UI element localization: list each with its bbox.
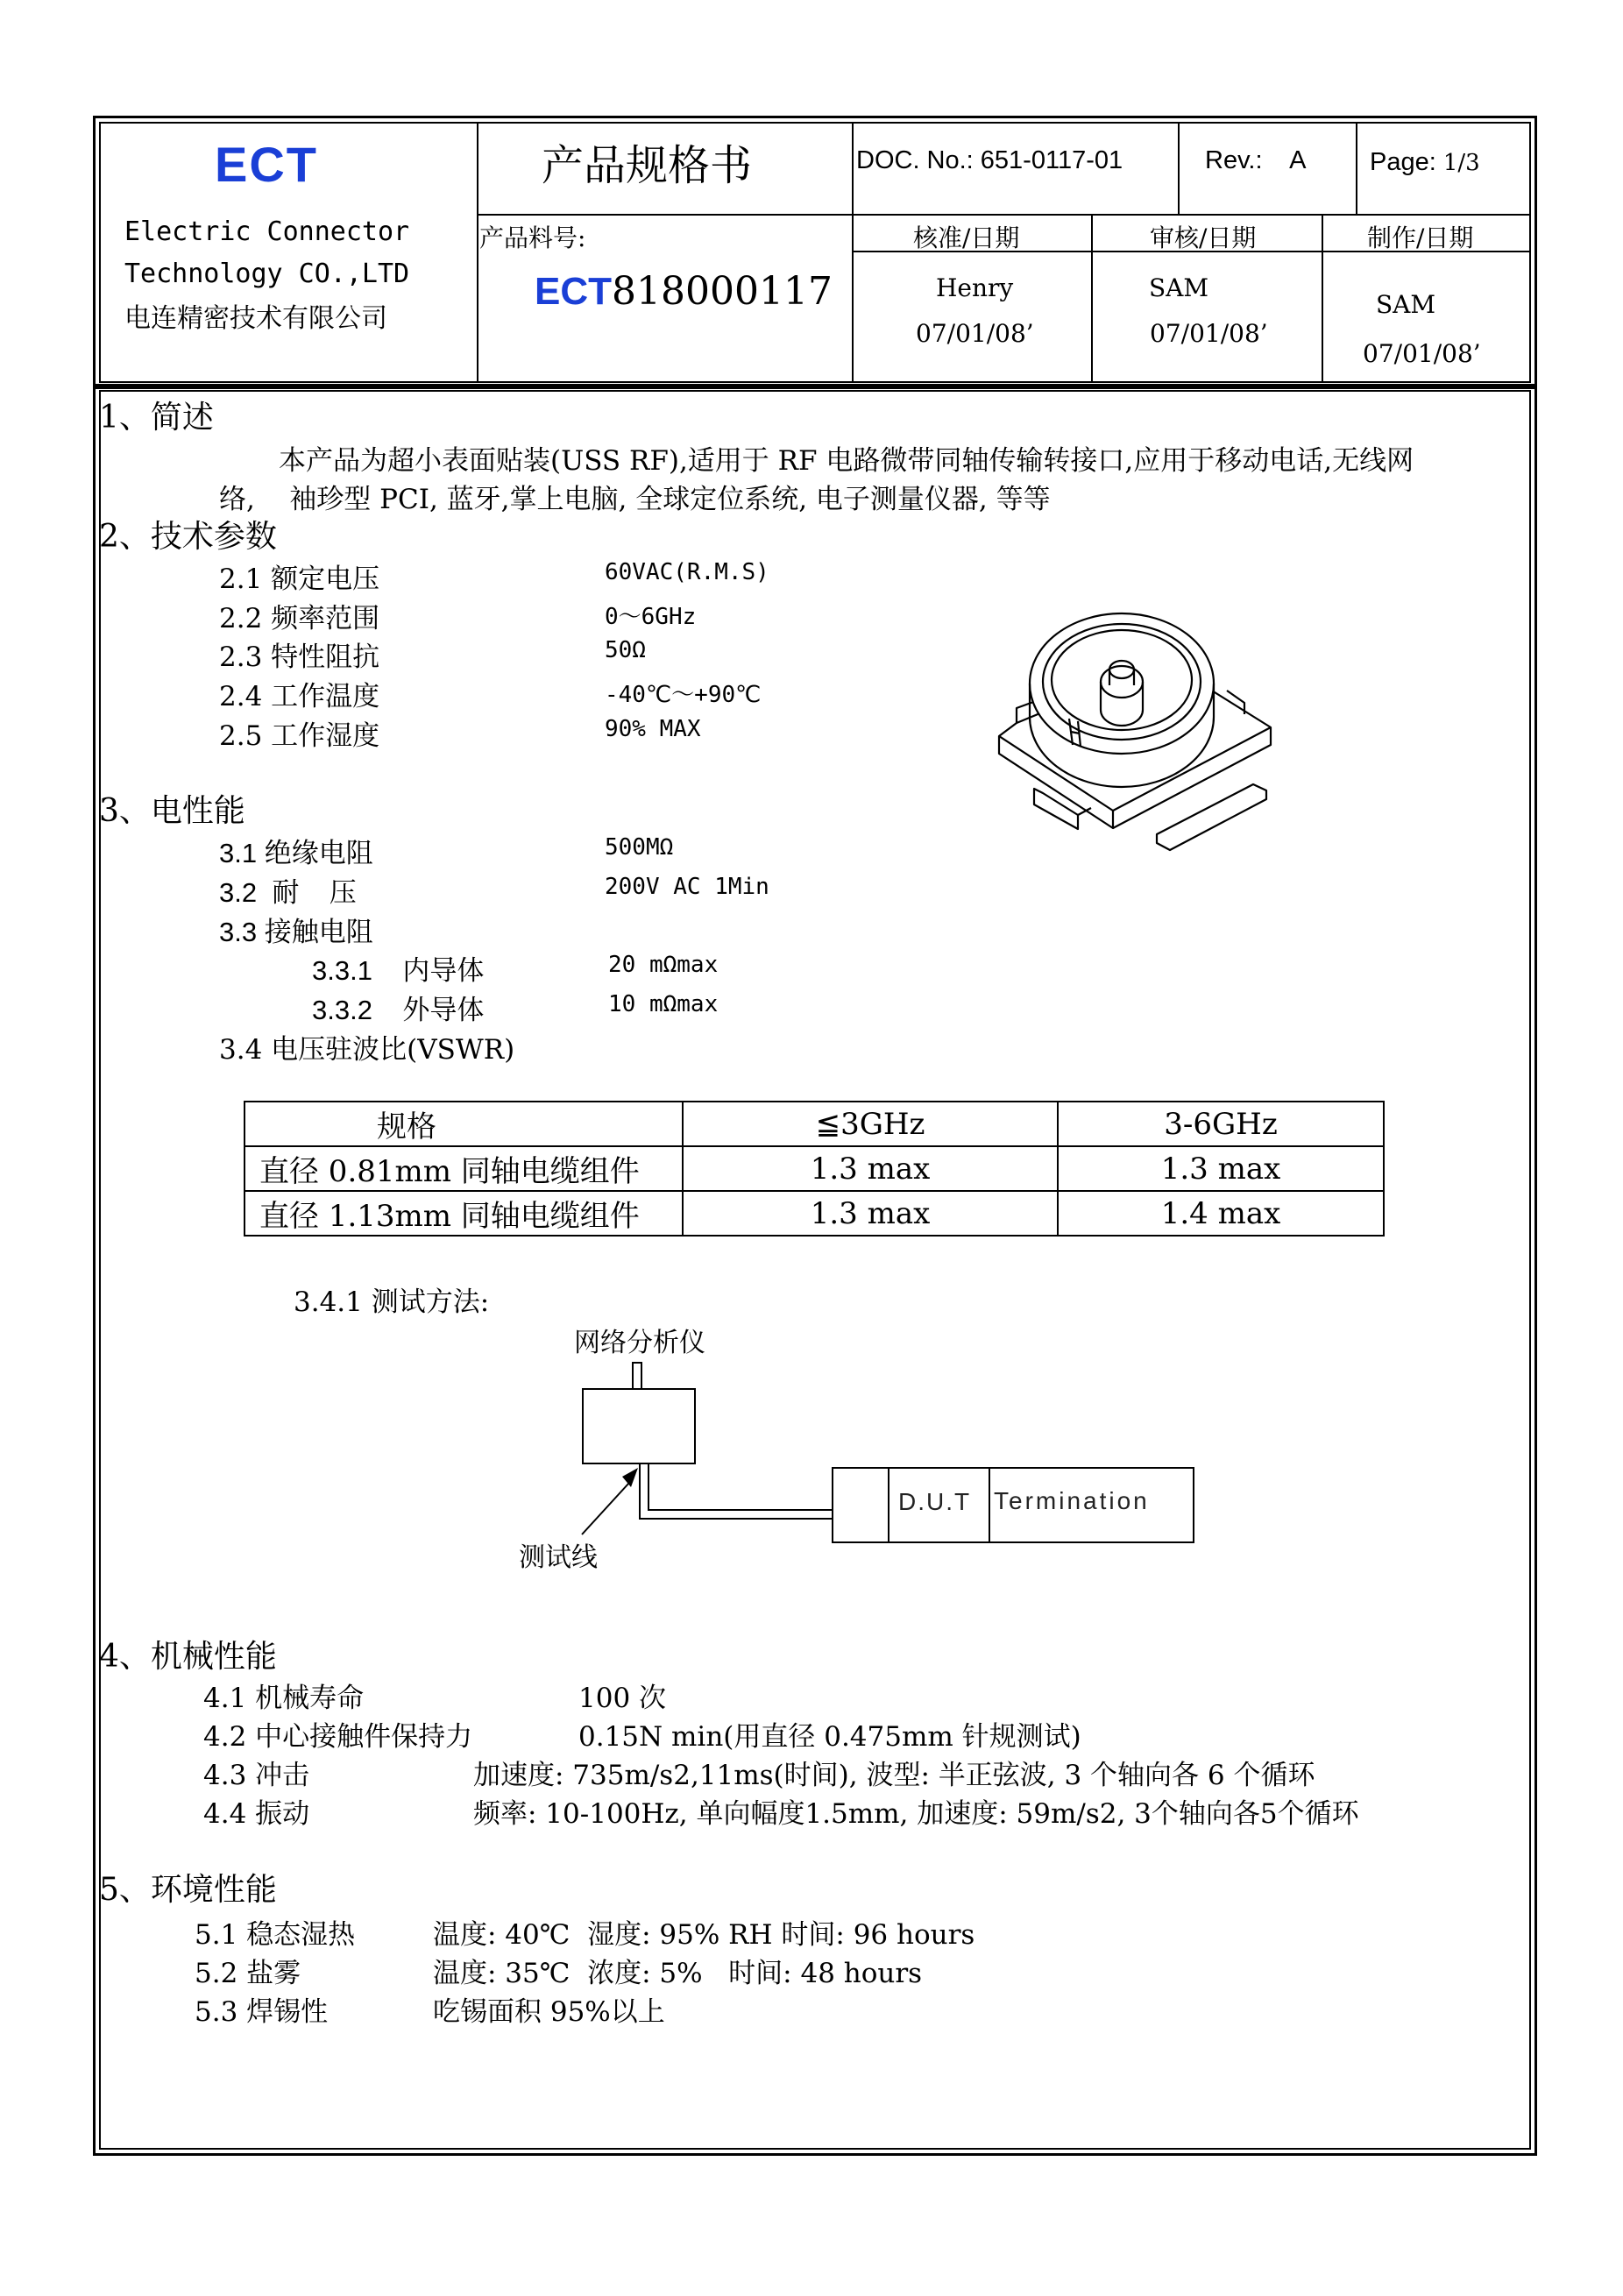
approve-date-label: 核准/日期 [913,223,1020,252]
company-name-cn: 电连精密技术有限公司 [124,303,387,334]
mechanical-label: 4.3 冲击 [203,1760,310,1791]
made-date-label: 制作/日期 [1367,223,1474,252]
section-5-title: 5、环境性能 [99,1872,277,1908]
environmental-value: 吃锡面积 95%以上 [433,1996,665,2028]
review-date-label: 审核/日期 [1150,223,1257,252]
page-label: Page: [1370,148,1443,176]
spec-value: 90% MAX [605,716,701,742]
environmental-label: 5.2 盐雾 [195,1958,301,1989]
contact-resistance-label: 3.3.1 内导体 [312,955,485,986]
table-cell: 1.3 max [683,1191,1058,1236]
maker-date: 07/01/08’ [1363,339,1481,368]
spec-label: 2.3 特性阻抗 [219,641,380,673]
table-header-cell: 规格 [245,1102,683,1146]
revision: Rev.: A [1205,146,1307,174]
mechanical-value: 0.15N min(用直径 0.475mm 针规测试) [578,1721,1081,1753]
mechanical-label: 4.4 振动 [203,1798,310,1830]
section-3-title: 3、电性能 [99,793,245,829]
vswr-table [244,1101,1385,1237]
doc-number: DOC. No.: 651-0117-01 [856,146,1123,174]
test-setup-diagram [508,1354,1209,1564]
vswr-label: 3.4 电压驻波比(VSWR) [219,1034,515,1066]
electrical-value: 200V AC 1Min [605,874,769,900]
electrical-label: 3.2 耐 压 [219,877,357,908]
environmental-value: 温度: 40℃ 湿度: 95% RH 时间: 96 hours [433,1919,975,1951]
contact-resistance-value: 10 mΩmax [608,991,719,1017]
document-title: 产品规格书 [542,141,753,190]
reviewer-date: 07/01/08’ [1150,319,1268,348]
header-divider [1322,214,1323,383]
part-number-digits: 818000117 [612,269,833,314]
table-row [245,1146,1384,1191]
termination-label: Termination [994,1487,1150,1514]
header-divider [477,214,1531,216]
test-method-title: 3.4.1 测试方法: [294,1286,490,1318]
electrical-label: 3.1 绝缘电阻 [219,838,373,868]
part-number-prefix: ECT [535,270,612,313]
spec-value: -40℃～+90℃ [605,682,762,708]
header-divider [1356,122,1357,215]
company-name-en-1: Electric Connector [124,216,410,247]
table-header-cell: ≦3GHz [683,1102,1058,1146]
table-cell: 1.4 max [1058,1191,1384,1236]
header-divider [477,122,478,383]
environmental-value: 温度: 35℃ 浓度: 5% 时间: 48 hours [433,1958,923,1989]
spec-label: 2.1 额定电压 [219,563,380,595]
dut-label: D.U.T [898,1488,972,1515]
mechanical-value: 加速度: 735m/s2,11ms(时间), 波型: 半正弦波, 3 个轴向各 6 个循环 [473,1760,1315,1791]
header-divider [1178,122,1180,215]
header-divider [852,122,854,383]
test-cable-label: 测试线 [519,1542,598,1573]
spec-label: 2.2 频率范围 [219,603,380,634]
table-row [245,1191,1384,1236]
electrical-label: 3.3 接触电阻 [219,917,373,947]
connector-illustration [982,605,1297,859]
environmental-label: 5.1 稳态湿热 [195,1919,356,1951]
mechanical-value: 频率: 10-100Hz, 单向幅度1.5mm, 加速度: 59m/s2, 3个轴向各5个循环 [473,1798,1359,1830]
table-header-cell: 3-6GHz [1058,1102,1384,1146]
header-divider [1091,214,1093,383]
section-2-title: 2、技术参数 [99,519,277,555]
page-value: 1/3 [1442,150,1480,176]
table-cell: 直径 0.81mm 同轴电缆组件 [245,1146,683,1191]
company-logo: ECT [215,137,318,192]
mechanical-label: 4.2 中心接触件保持力 [203,1721,473,1753]
section-1-text-line-2: 络, 袖珍型 PCI, 蓝牙,掌上电脑, 全球定位系统, 电子测量仪器, 等等 [219,484,1051,515]
spec-label: 2.4 工作温度 [219,681,380,712]
part-number-label: 产品料号: [479,223,586,252]
section-4-title: 4、机械性能 [99,1639,277,1675]
contact-resistance-label: 3.3.2 外导体 [312,995,485,1025]
maker-name: SAM [1376,290,1436,319]
spec-label: 2.5 工作湿度 [219,720,380,752]
spec-value: 50Ω [605,637,646,663]
table-cell: 直径 1.13mm 同轴电缆组件 [245,1191,683,1236]
approver-name: Henry [936,273,1014,302]
electrical-value: 500MΩ [605,834,674,861]
part-number [535,269,833,314]
section-1-title: 1、简述 [99,400,214,436]
spec-value: 60VAC(R.M.S) [605,559,769,585]
analyzer-label: 网络分析仪 [574,1328,705,1358]
spec-value: 0～6GHz [605,604,697,630]
table-cell: 1.3 max [683,1146,1058,1191]
section-1-text-line-1: 本产品为超小表面贴装(USS RF),适用于 RF 电路微带同轴传输转接口,应用于移动电话,无线网 [279,445,1414,477]
contact-resistance-value: 20 mΩmax [608,952,719,978]
table-header-row [245,1102,1384,1146]
company-name-en-2: Technology CO.,LTD [124,259,410,289]
mechanical-label: 4.1 机械寿命 [203,1683,365,1714]
table-cell: 1.3 max [1058,1146,1384,1191]
approver-date: 07/01/08’ [916,319,1034,348]
reviewer-name: SAM [1149,273,1209,302]
mechanical-value: 100 次 [578,1683,667,1714]
page-indicator [1370,146,1480,177]
environmental-label: 5.3 焊锡性 [195,1996,329,2028]
